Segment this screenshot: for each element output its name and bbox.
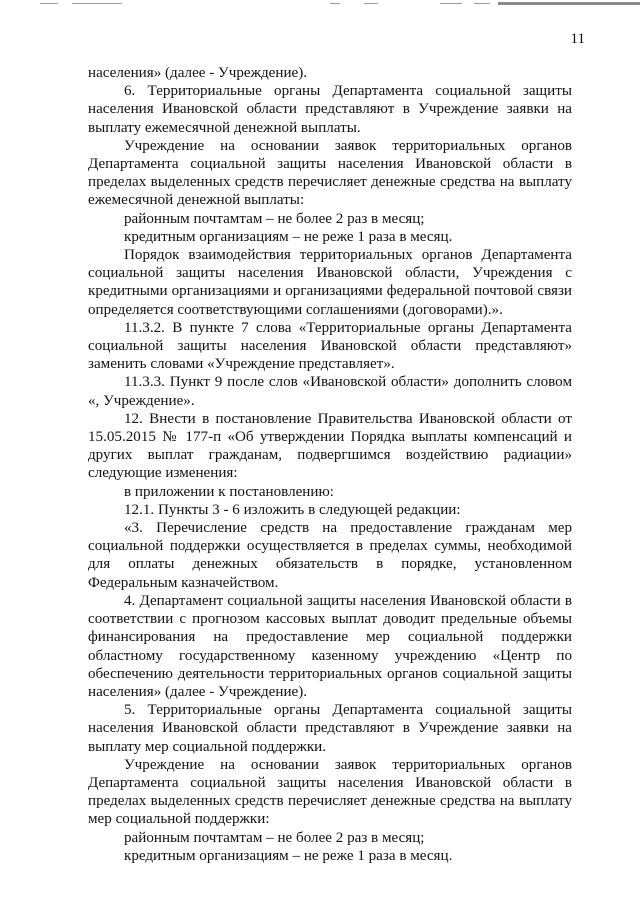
paragraph: Учреждение на основании заявок территориальных органов Департамента социальной защиты населения Ивановской области в пределах выделенных средств перечисляет денежные средства на выплату ежемесячной денежной выплаты: bbox=[88, 137, 572, 209]
paragraph: «3. Перечисление средств на предоставление гражданам мер социальной поддержки осуществляется в пределах суммы, необходимой для оплаты денежных обязательств в порядке, установленном Федеральным казначейством. bbox=[88, 520, 572, 591]
paragraph: в приложении к постановлению: bbox=[124, 483, 334, 500]
paragraph: Порядок взаимодействия территориальных органов Департамента социальной защиты населения Ивановской области, Учреждения с кредитными организациями и организациями федеральной почтовой связи определяется соответствующими соглашениями (договорами).». bbox=[88, 247, 572, 318]
paragraph: Учреждение на основании заявок территориальных органов Департамента социальной защиты населения Ивановской области в пределах выделенных средств перечисляет денежные средства на выплату мер социальной поддержки: bbox=[88, 756, 572, 828]
paragraph: кредитным организациям – не реже 1 раза в месяц. bbox=[124, 847, 453, 864]
paragraph: 6. Территориальные органы Департамента социальной защиты населения Ивановской области представляют в Учреждение заявки на выплату ежемесячной денежной выплаты. bbox=[88, 83, 572, 136]
paragraph: 12.1. Пункты 3 - 6 изложить в следующей редакции: bbox=[124, 501, 461, 518]
document-body bbox=[88, 64, 572, 865]
scan-edge-artifacts bbox=[0, 0, 640, 10]
paragraph: кредитным организациям – не реже 1 раза в месяц. bbox=[124, 228, 453, 245]
paragraph: 12. Внести в постановление Правительства Ивановской области от 15.05.2015 № 177-п «Об утверждении Порядка выплаты компенсаций и других выплат гражданам, подвергшимся воздействию радиации» следующие изменения: bbox=[88, 410, 572, 482]
paragraph: 11.3.2. В пункте 7 слова «Территориальные органы Департамента социальной защиты населения Ивановской области представляют» заменить словами «Учреждение представляет». bbox=[88, 319, 572, 373]
paragraph: районным почтамтам – не более 2 раз в месяц; bbox=[124, 829, 425, 846]
paragraph: 11.3.3. Пункт 9 после слов «Ивановской области» дополнить словом «, Учреждение». bbox=[88, 374, 572, 409]
paragraph: районным почтамтам – не более 2 раз в месяц; bbox=[124, 210, 425, 227]
page-number: 11 bbox=[570, 31, 585, 47]
paragraph: 5. Территориальные органы Департамента социальной защиты населения Ивановской области представляют в Учреждение заявки на выплату мер социальной поддержки. bbox=[88, 702, 572, 755]
paragraph: населения» (далее - Учреждение). bbox=[88, 65, 308, 81]
paragraph: 4. Департамент социальной защиты населения Ивановской области в соответствии с прогнозом кассовых выплат доводит предельные объемы финансирования на предоставление мер социальной поддержки областному государственному казенному учреждению «Центр по обеспечению деятельности территориальных органов социальной защиты населения» (далее - Учреждение). bbox=[88, 592, 572, 700]
